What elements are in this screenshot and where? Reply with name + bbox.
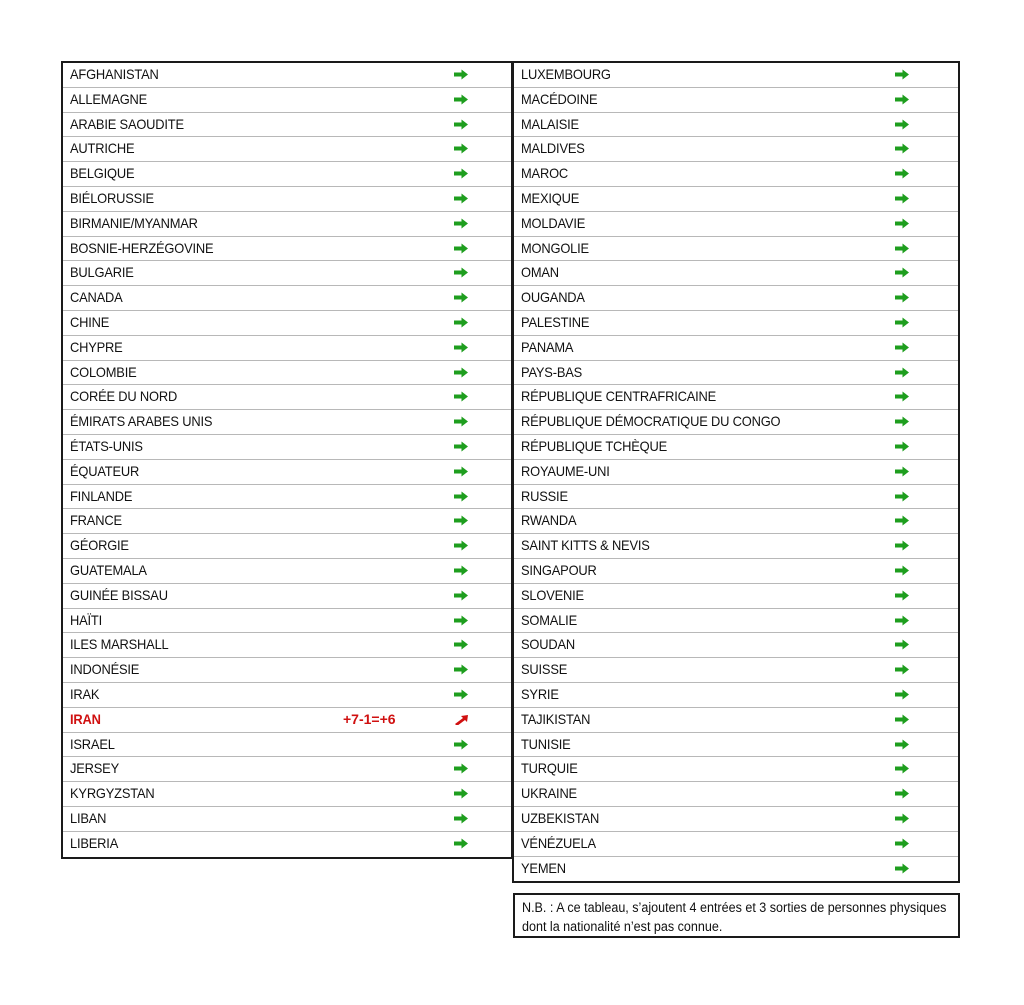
country-name: RUSSIE (521, 487, 568, 504)
table-row (63, 807, 511, 832)
arrow-right-icon (453, 590, 469, 601)
arrow-right-icon (453, 639, 469, 650)
arrow-right-icon (453, 267, 469, 278)
country-name: LIBERIA (70, 834, 119, 851)
arrow-right-icon (894, 639, 910, 650)
table-row (63, 311, 511, 336)
table-row (514, 534, 958, 559)
country-name: JERSEY (70, 760, 120, 777)
country-name: MALDIVES (521, 140, 585, 157)
country-name: MONGOLIE (521, 239, 589, 256)
arrow-right-icon (453, 218, 469, 229)
arrow-right-icon (453, 143, 469, 154)
table-row (514, 336, 958, 361)
country-name: FINLANDE (70, 487, 133, 504)
table-row (514, 410, 958, 435)
table-row (63, 782, 511, 807)
country-name: SOMALIE (521, 611, 577, 628)
table-row (63, 609, 511, 634)
country-name: OMAN (521, 264, 559, 281)
table-row (514, 113, 958, 138)
arrow-right-icon (453, 69, 469, 80)
country-name: GUATEMALA (70, 561, 147, 578)
country-name: TAJIKISTAN (521, 710, 591, 727)
country-name: AFGHANISTAN (70, 66, 159, 82)
table-row (63, 633, 511, 658)
country-name: ÉQUATEUR (70, 462, 140, 479)
table-row (514, 361, 958, 386)
arrow-right-icon (894, 863, 910, 874)
country-name: BELGIQUE (70, 165, 135, 182)
arrow-right-icon (453, 466, 469, 477)
arrow-right-icon (453, 168, 469, 179)
footnote-box (513, 893, 960, 938)
arrow-right-icon (894, 267, 910, 278)
arrow-right-icon (894, 615, 910, 626)
country-name: RWANDA (521, 512, 577, 529)
table-row (63, 336, 511, 361)
arrow-right-icon (453, 193, 469, 204)
arrow-right-icon (894, 689, 910, 700)
arrow-right-icon (894, 763, 910, 774)
country-name: SINGAPOUR (521, 561, 597, 578)
arrow-right-icon (894, 714, 910, 725)
table-row (514, 212, 958, 237)
arrow-right-icon (453, 119, 469, 130)
arrow-right-icon (453, 788, 469, 799)
country-name: CHINE (70, 313, 110, 330)
country-name: GÉORGIE (70, 537, 129, 554)
arrow-right-icon (453, 317, 469, 328)
table-row (514, 857, 958, 882)
arrow-right-icon (453, 540, 469, 551)
arrow-right-icon (894, 838, 910, 849)
table-row (63, 63, 511, 88)
arrow-right-icon (453, 689, 469, 700)
country-name: ÉMIRATS ARABES UNIS (70, 413, 213, 430)
country-name: UZBEKISTAN (521, 809, 600, 826)
arrow-right-icon (453, 292, 469, 303)
arrow-right-icon (894, 466, 910, 477)
table-row (63, 137, 511, 162)
table-row (514, 832, 958, 857)
table-row (514, 807, 958, 832)
arrow-right-icon (453, 342, 469, 353)
country-name: OUGANDA (521, 289, 585, 306)
country-name: PANAMA (521, 338, 574, 355)
country-name: TUNISIE (521, 735, 571, 752)
table-row (63, 237, 511, 262)
table-row (514, 757, 958, 782)
country-name: ARABIE SAOUDITE (70, 115, 184, 132)
country-name: MOLDAVIE (521, 214, 586, 231)
table-row (514, 162, 958, 187)
country-name: YEMEN (521, 859, 566, 876)
arrow-right-icon (453, 615, 469, 626)
country-name: SYRIE (521, 685, 559, 702)
country-name: MAROC (521, 165, 569, 182)
country-name: ISRAEL (70, 735, 115, 752)
country-name: PALESTINE (521, 313, 590, 330)
table-row (63, 733, 511, 758)
country-table-left (61, 61, 513, 859)
table-row (514, 509, 958, 534)
arrow-right-icon (894, 367, 910, 378)
table-row (63, 162, 511, 187)
arrow-right-icon (894, 664, 910, 675)
change-value: +7-1=+6 (343, 710, 396, 727)
arrow-right-icon (453, 664, 469, 675)
arrow-right-icon (894, 168, 910, 179)
arrow-right-icon (894, 193, 910, 204)
arrow-right-icon (453, 416, 469, 427)
country-name: ÉTATS-UNIS (70, 437, 143, 454)
table-row (514, 88, 958, 113)
arrow-right-icon (894, 515, 910, 526)
table-row (514, 237, 958, 262)
table-row (63, 559, 511, 584)
country-name: CORÉE DU NORD (70, 388, 178, 405)
country-table-right (512, 61, 960, 883)
table-row (63, 658, 511, 683)
country-name: INDONÉSIE (70, 661, 140, 678)
country-name: MACÉDOINE (521, 90, 598, 107)
arrow-right-icon (453, 565, 469, 576)
arrow-right-icon (894, 590, 910, 601)
arrow-right-icon (894, 491, 910, 502)
table-row (63, 187, 511, 212)
table-row (63, 385, 511, 410)
country-name: CHYPRE (70, 338, 123, 355)
arrow-right-icon (894, 739, 910, 750)
table-row (63, 534, 511, 559)
table-row (63, 757, 511, 782)
arrow-right-icon (894, 565, 910, 576)
table-row (63, 832, 511, 857)
arrow-right-icon (894, 317, 910, 328)
country-name: RÉPUBLIQUE CENTRAFRICAINE (521, 388, 717, 405)
table-row (514, 782, 958, 807)
table-row (63, 410, 511, 435)
table-row (514, 658, 958, 683)
arrow-right-icon (453, 763, 469, 774)
country-name: UKRAINE (521, 785, 577, 802)
country-name: MEXIQUE (521, 189, 580, 206)
table-row (63, 683, 511, 708)
country-name: IRAK (70, 685, 100, 702)
table-row (514, 385, 958, 410)
country-name: PAYS-BAS (521, 363, 583, 380)
country-name: TURQUIE (521, 760, 578, 777)
table-row (514, 609, 958, 634)
table-row (63, 286, 511, 311)
arrow-right-icon (453, 94, 469, 105)
table-row (514, 683, 958, 708)
country-name: RÉPUBLIQUE DÉMOCRATIQUE DU CONGO (521, 413, 781, 430)
table-row (63, 88, 511, 113)
arrow-right-icon (894, 441, 910, 452)
country-name: BOSNIE-HERZÉGOVINE (70, 239, 214, 256)
arrow-up-right-icon (453, 714, 469, 725)
arrow-right-icon (894, 69, 910, 80)
country-name: SAINT KITTS & NEVIS (521, 537, 650, 554)
table-row (514, 435, 958, 460)
country-name: AUTRICHE (70, 140, 135, 157)
arrow-right-icon (894, 119, 910, 130)
country-name: ALLEMAGNE (70, 90, 148, 107)
footnote-text: N.B. : A ce tableau, s’ajoutent 4 entrées et 3 sorties de personnes physiques dont la nationalité n’est pas connue. (522, 900, 947, 934)
table-row (63, 509, 511, 534)
table-row (514, 733, 958, 758)
country-name: MALAISIE (521, 115, 579, 132)
table-row (514, 286, 958, 311)
arrow-right-icon (453, 491, 469, 502)
arrow-right-icon (894, 788, 910, 799)
country-name: BULGARIE (70, 264, 134, 281)
table-row (63, 261, 511, 286)
arrow-right-icon (894, 218, 910, 229)
country-name: LUXEMBOURG (521, 66, 611, 82)
table-row (514, 485, 958, 510)
country-name: VÉNÉZUELA (521, 834, 596, 851)
arrow-right-icon (453, 739, 469, 750)
arrow-right-icon (453, 813, 469, 824)
table-row (63, 435, 511, 460)
country-name: GUINÉE BISSAU (70, 586, 168, 603)
arrow-right-icon (894, 416, 910, 427)
table-row (514, 187, 958, 212)
table-row (514, 261, 958, 286)
arrow-right-icon (453, 838, 469, 849)
arrow-right-icon (894, 813, 910, 824)
arrow-right-icon (894, 342, 910, 353)
table-row (514, 633, 958, 658)
table-row (63, 460, 511, 485)
table-row (514, 460, 958, 485)
table-row (63, 113, 511, 138)
country-name: IRAN (70, 710, 101, 727)
table-row (514, 708, 958, 733)
table-row (63, 361, 511, 386)
table-row (63, 708, 511, 733)
arrow-right-icon (894, 94, 910, 105)
arrow-right-icon (453, 391, 469, 402)
country-name: BIÉLORUSSIE (70, 189, 154, 206)
country-name: HAÏTI (70, 611, 102, 628)
country-name: FRANCE (70, 512, 122, 529)
country-name: SLOVENIE (521, 586, 584, 603)
table-row (514, 63, 958, 88)
country-name: RÉPUBLIQUE TCHÈQUE (521, 437, 668, 454)
country-name: SUISSE (521, 661, 568, 678)
country-name: LIBAN (70, 809, 107, 826)
country-name: CANADA (70, 289, 123, 306)
table-row (63, 212, 511, 237)
country-name: KYRGYZSTAN (70, 785, 155, 802)
table-row (514, 311, 958, 336)
arrow-right-icon (453, 243, 469, 254)
country-name: ROYAUME-UNI (521, 462, 610, 479)
table-row (63, 584, 511, 609)
arrow-right-icon (894, 143, 910, 154)
country-name: BIRMANIE/MYANMAR (70, 214, 198, 231)
table-row (514, 584, 958, 609)
arrow-right-icon (894, 292, 910, 303)
arrow-right-icon (453, 367, 469, 378)
arrow-right-icon (894, 243, 910, 254)
table-row (63, 485, 511, 510)
country-name: ILES MARSHALL (70, 636, 169, 653)
arrow-right-icon (894, 540, 910, 551)
arrow-right-icon (894, 391, 910, 402)
arrow-right-icon (453, 441, 469, 452)
country-name: SOUDAN (521, 636, 576, 653)
arrow-right-icon (453, 515, 469, 526)
table-row (514, 137, 958, 162)
table-row (514, 559, 958, 584)
country-name: COLOMBIE (70, 363, 137, 380)
